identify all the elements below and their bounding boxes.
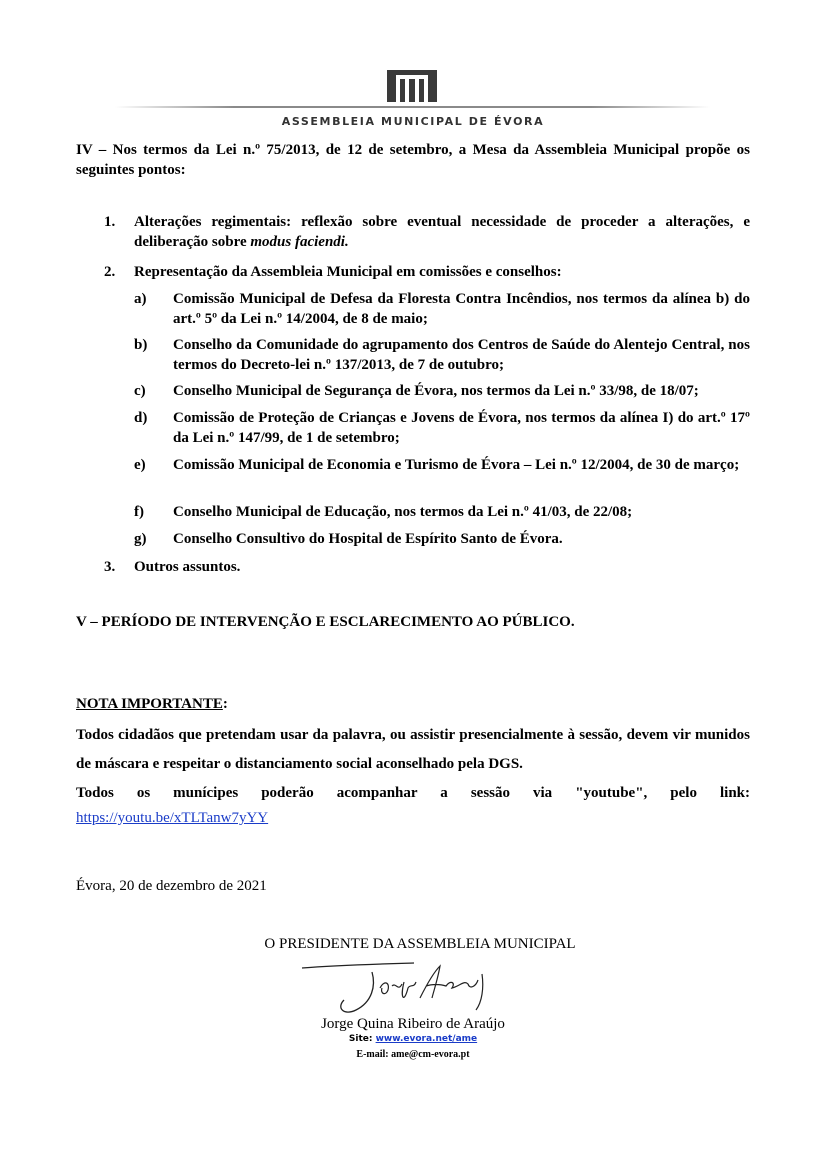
place-date: Évora, 20 de dezembro de 2021	[76, 878, 267, 894]
sub-item-text: Conselho Municipal de Educação, nos termos da Lei n.º 41/03, de 22/08;	[173, 504, 633, 520]
point-number: 2.	[104, 264, 116, 280]
sub-item-letter: e)	[134, 457, 146, 473]
sub-item-text: Comissão Municipal de Defesa da Floresta Contra Incêndios, nos termos da alínea b) do art.º 5º da Lei n.º 14/2004, de 8 de maio;	[173, 291, 750, 327]
handwritten-signature	[300, 958, 500, 1022]
sub-item-letter: d)	[134, 410, 148, 426]
sub-item-letter: b)	[134, 337, 148, 353]
page-header	[0, 0, 826, 135]
sub-item-letter: a)	[134, 291, 147, 307]
sub-item-e	[0, 455, 826, 501]
sub-item-f	[0, 502, 826, 524]
header-divider	[115, 106, 710, 108]
sub-item-text: Conselho Municipal de Segurança de Évora, nos termos da Lei n.º 33/98, de 18/07;	[173, 383, 699, 399]
organization-name: ASSEMBLEIA MUNICIPAL DE ÉVORA	[281, 115, 545, 128]
youtube-link[interactable]: https://youtu.be/xTLTanw7yYY	[76, 810, 269, 826]
sub-item-a	[0, 289, 826, 335]
assembly-building-icon	[387, 70, 437, 102]
point-3	[0, 557, 826, 579]
sub-item-c	[0, 381, 826, 403]
sub-item-g	[0, 529, 826, 551]
footer-site	[0, 1034, 826, 1044]
site-link[interactable]: www.evora.net/ame	[375, 1034, 478, 1044]
nota-paragraph-2: Todos os munícipes poderão acompanhar a sessão via "youtube", pelo link:	[76, 785, 750, 801]
point-1	[0, 212, 826, 256]
sub-item-letter: f)	[134, 504, 144, 520]
point-text	[134, 212, 750, 252]
president-role: O PRESIDENTE DA ASSEMBLEIA MUNICIPAL	[264, 936, 576, 952]
footer-email: E-mail: ame@cm-evora.pt	[356, 1049, 470, 1060]
sub-item-text: Comissão Municipal de Economia e Turismo de Évora – Lei n.º 12/2004, de 30 de março;	[173, 457, 740, 473]
point-text: Representação da Assembleia Municipal em comissões e conselhos:	[134, 264, 562, 280]
sub-item-text: Conselho Consultivo do Hospital de Espírito Santo de Évora.	[173, 531, 563, 547]
point-text-main: Alterações regimentais: reflexão sobre eventual necessidade de proceder a alterações, e deliberação sobre	[134, 214, 750, 250]
point-number: 3.	[104, 559, 116, 575]
sub-item-letter: g)	[134, 531, 147, 547]
sub-item-b	[0, 335, 826, 381]
site-label: Site:	[348, 1034, 376, 1044]
president-name: Jorge Quina Ribeiro de Araújo	[321, 1016, 505, 1032]
sub-item-text: Conselho da Comunidade do agrupamento dos Centros de Saúde do Alentejo Central, nos termos do Decreto-lei n.º 137/2013, de 7 de outubro;	[173, 337, 750, 373]
point-text-italic: modus faciendi.	[250, 234, 349, 250]
sub-item-letter: c)	[134, 383, 146, 399]
sub-item-d	[0, 408, 826, 454]
nota-link-wrap	[76, 808, 268, 828]
sub-item-text: Comissão de Proteção de Crianças e Jovens de Évora, nos termos da alínea I) do art.º 17º da Lei n.º 147/99, de 1 de setembro;	[173, 410, 750, 446]
nota-title: NOTA IMPORTANTE	[76, 696, 223, 712]
point-text: Outros assuntos.	[134, 559, 241, 575]
section-iv-intro: IV – Nos termos da Lei n.º 75/2013, de 12 de setembro, a Mesa da Assembleia Municipal propõe os seguintes pontos:	[76, 142, 750, 178]
point-number: 1.	[104, 214, 116, 230]
nota-paragraph-1: Todos cidadãos que pretendam usar da palavra, ou assistir presencialmente à sessão, devem vir munidos de máscara e respeitar o distanciamento social aconselhado pela DGS.	[76, 727, 750, 772]
point-2	[0, 262, 826, 284]
nota-heading	[76, 694, 476, 714]
nota-colon: :	[222, 696, 228, 712]
section-v-title: V – PERÍODO DE INTERVENÇÃO E ESCLARECIMENTO AO PÚBLICO.	[76, 614, 575, 630]
